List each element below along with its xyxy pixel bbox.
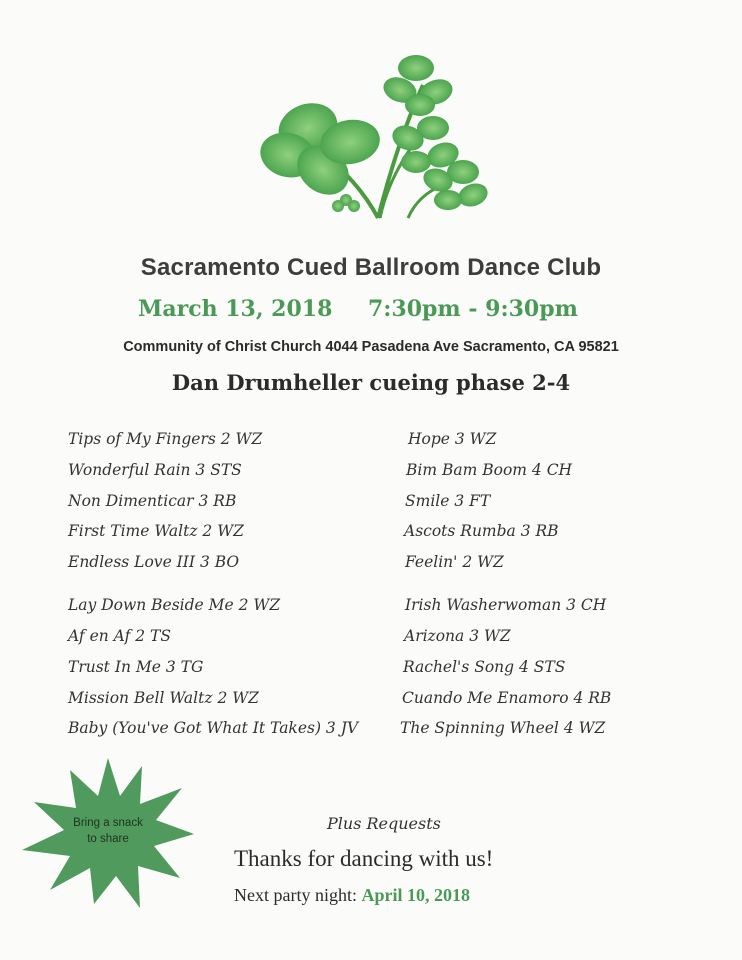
snack-badge-text (58, 815, 158, 847)
snack-line-2: to share (87, 833, 129, 845)
plus-requests: Plus Requests (327, 814, 441, 833)
thanks-message: Thanks for dancing with us! (234, 846, 494, 871)
dance-list-item: Rachel's Song 4 STS (403, 658, 566, 676)
dance-list-item: Irish Washerwoman 3 CH (405, 596, 607, 614)
dance-list-item: Wonderful Rain 3 STS (68, 461, 242, 479)
club-title: Sacramento Cued Ballroom Dance Club (140, 254, 602, 281)
event-time: 7:30pm - 9:30pm (368, 296, 578, 322)
event-address: Community of Christ Church 4044 Pasadena Ave Sacramento, CA 95821 (123, 339, 619, 355)
next-party-label: Next party night: (234, 885, 362, 905)
dance-list-item: Endless Love III 3 BO (68, 553, 240, 571)
dance-list-item: Tips of My Fingers 2 WZ (68, 430, 263, 448)
dance-list-item: Af en Af 2 TS (68, 627, 171, 645)
next-party-date: April 10, 2018 (361, 885, 470, 905)
dance-list-item: Hope 3 WZ (408, 430, 497, 448)
dance-list-item: Arizona 3 WZ (404, 627, 511, 645)
dance-list-item: Lay Down Beside Me 2 WZ (68, 596, 281, 614)
dance-list-item: Baby (You've Got What It Takes) 3 JV (68, 719, 359, 737)
dance-list-item: Smile 3 FT (405, 492, 491, 510)
dance-list-item: First Time Waltz 2 WZ (68, 522, 244, 540)
dance-list-item: Trust In Me 3 TG (68, 658, 204, 676)
dance-list-item: Ascots Rumba 3 RB (404, 522, 559, 540)
cuer-line: Dan Drumheller cueing phase 2-4 (171, 370, 571, 395)
dance-list-item: The Spinning Wheel 4 WZ (400, 719, 606, 737)
snack-line-1: Bring a snack (73, 817, 143, 829)
dance-list-item: Bim Bam Boom 4 CH (406, 461, 573, 479)
next-party-line (234, 885, 470, 906)
dance-list-item: Non Dimenticar 3 RB (68, 492, 237, 510)
shamrock-clover-icon (238, 50, 493, 225)
dance-list-item: Feelin' 2 WZ (405, 553, 504, 571)
event-date: March 13, 2018 (138, 296, 333, 322)
dance-list-item: Cuando Me Enamoro 4 RB (402, 689, 612, 707)
dance-list-item: Mission Bell Waltz 2 WZ (68, 689, 259, 707)
